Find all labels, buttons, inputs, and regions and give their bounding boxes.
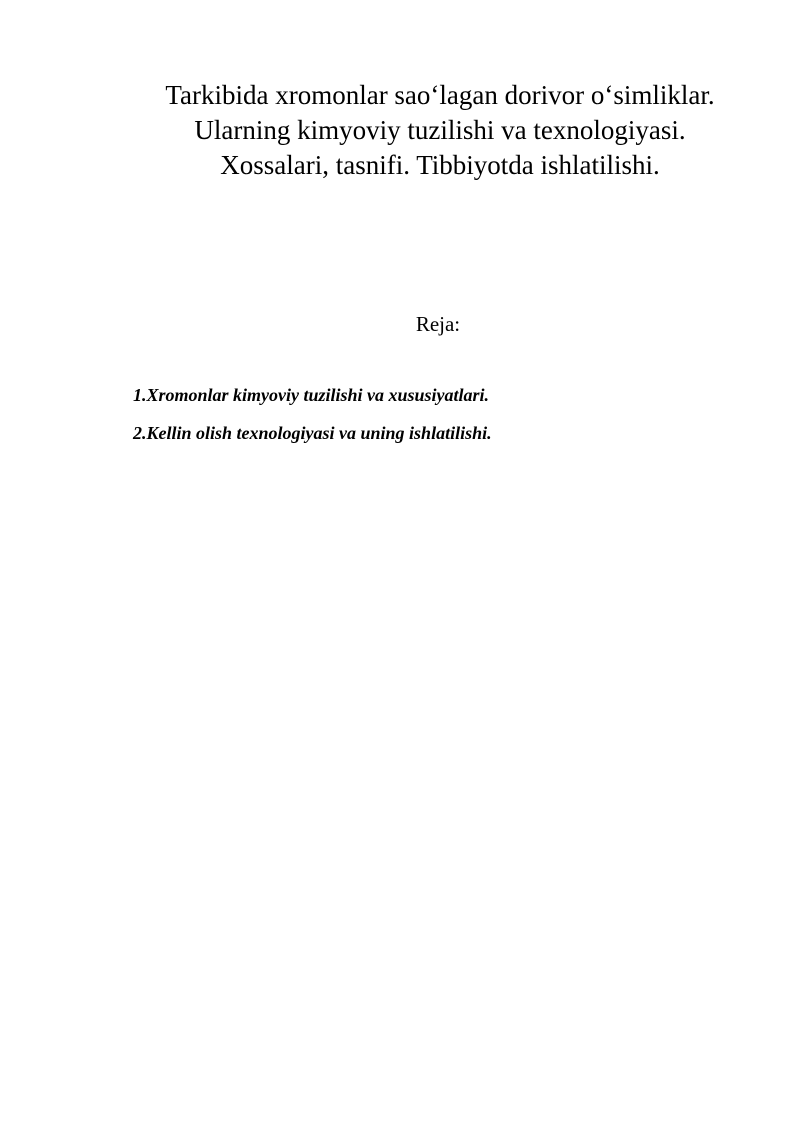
document-title [110,78,770,183]
title-line: Ularning kimyoviy tuzilishi va texnologiyasi. [194,115,686,145]
plan-heading: Reja: [415,312,461,336]
title-line: Xossalari, tasnifi. Tibbiyotda ishlatilishi. [220,150,660,180]
plan-list [133,382,753,458]
plan-item: 1.Xromonlar kimyoviy tuzilishi va xususiyatlari. [133,385,490,405]
plan-item: 2.Kellin olish texnologiyasi va uning ishlatilishi. [133,423,492,443]
title-line: Tarkibida xromonlar sao‘lagan dorivor o‘simliklar. [165,80,715,110]
